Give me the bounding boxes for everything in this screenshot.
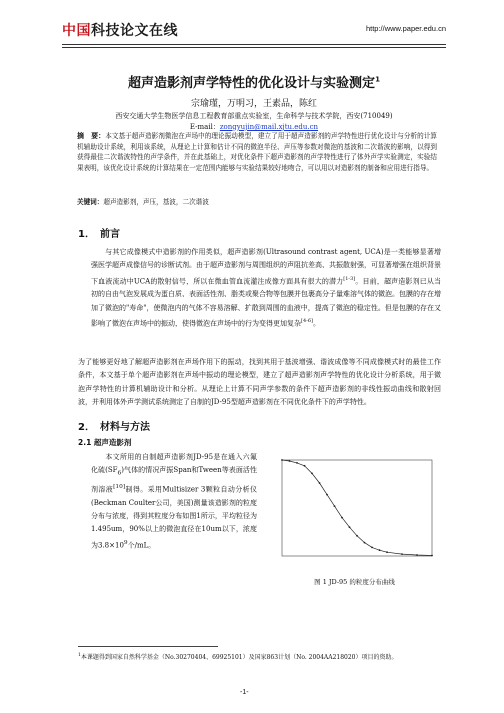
header-rule-thin [62,47,446,48]
data-point [431,555,433,557]
affiliation: 西安交通大学生物医学信息工程教育部重点实验室，生命科学与技术学院，西安(710049) [115,112,393,120]
page-header [62,20,446,46]
data-point [356,535,358,537]
data-point [296,462,298,464]
data-point [401,553,403,555]
data-point [304,465,306,467]
section-heading-methods: 2． 材料与方法 [78,422,150,433]
footnote-rule [78,646,218,647]
data-point [326,494,328,496]
subsection-heading-contrast-agent: 2.1 超声造影剂 [78,438,132,447]
data-point [334,505,336,507]
abstract [77,131,437,174]
data-point [371,547,373,549]
logo-part2: 科技论文在线 [91,23,178,39]
page-number: -1- [240,689,249,696]
data-point [349,526,351,528]
citation: [4-6] [301,317,313,324]
data-point [341,517,343,519]
abstract-label: 摘 要： [77,132,106,140]
footnote: $^1$本课题得到国家自然科学基金（No.30270404、69925101）及国家863计划（No. 2004AA218020）项目的资助。 [78,653,398,661]
data-point [311,473,313,475]
data-point [416,554,418,556]
email-label: E-mail： [189,123,220,131]
logo-part1: 中国 [62,23,91,39]
title-footnote-mark: 1 [375,75,380,84]
data-point [319,482,321,484]
data-point [364,542,366,544]
data-point [379,549,381,551]
intro-paragraph-1: 与其它成像模式中造影剂的作用类似，超声造影剂(Ultrasound contrast agent, UCA)是一类能够显著增强医学超声成像信号的诊断试剂。由于超声造影剂与周围组织的声阻抗差高、共振散射强，可显著增强在组织背景下血液流动中UCA的散射信号，所以在微血管血流灌注成像方面具有很大的潜力[1-3]。目前，超声造影剂已从当初的自由气泡发展成为蛋白质、表面活性剂、脂类或聚合物等包膜并包裹高分子量难溶气体的微泡。包膜的存在增加了微泡的"寿命"，使微泡内的气体不容易溶解、扩散到周围的血液中，提高了微泡的稳定性。但是包膜的存在又影响了微泡在声场中的振动，使得微泡在声场中的行为变得更加复杂[4-6]。 [91,248,442,328]
chart-marks [281,459,433,556]
journal-logo [62,20,178,40]
series-line [282,460,432,556]
citation: [10] [113,483,126,490]
footnote-mark: 1 [78,653,81,658]
keywords-label: 关键词： [77,198,104,206]
plot-frame [282,460,432,556]
keywords-text: 超声造影剂，声压，基波，二次谐波 [103,198,209,206]
data-point [386,551,388,553]
section-heading-intro: 1． 前言 [78,229,120,240]
figure-caption: 图 1 JD-95 的粒度分布曲线 [314,578,395,586]
methods-paragraph-1: 本文所用的自制超声造影剂JD-95是在通入六氟化硫$(SF_6)$气体的情况声振Span和Tween等表面活性剂溶液[10]制得。采用Multisizer 3颗粒自动分析仪(Beckman Coulter公司，美国)测量该造影剂的粒度分布与浓度，得到其粒度分布如图1所示，平均粒径为1.495um，90%以上的微泡直径在10um以下，浓度为$3.8\times 10^9$个/mL。 [91,453,257,549]
particle-size-chart [264,454,445,574]
data-point [281,459,283,461]
header-url[interactable]: http://www.paper.edu.cn [365,24,446,33]
abstract-text: 本文基于超声造影剂微泡在声场中的理论振动模型，建立了用于超声造影剂的声学特性进行优化设计与分析的计算机辅助设计系统，利用该系统，从理论上计算和估计不同的微泡半径、声压等参数对微泡的基波和二次谐波的影响，以得到获得最佳二次谐波特性的声学条件，并在此基础上，对优化条件下超声造影剂的声学特性进行了体外声学实验测定，实验结果表明，该优化设计系统的计算结果在一定范围内能够与实验结果较好地吻合，可以用以对造影剂的制备和应用进行指导。 [77,132,438,173]
citation: [1-3] [343,275,356,282]
email-link[interactable]: zongyujin@mail.xjtu.edu.cn [219,123,319,131]
paper-title: 超声造影剂声学特性的优化设计与实验测定$^1$ [128,75,380,91]
data-point [289,460,291,462]
header-rule [62,44,446,45]
intro-paragraph-2: 为了能够更好地了解超声造影剂在声场作用下的振动，找到其用于基波增强、谐波成像等不同成像模式时的最佳工作条件，本文基于单个超声造影剂在声场中振动的理论模型，建立了超声造影剂声学特性的优化设计分析系统，用于微泡声学特性的计算机辅助设计和分析。从理论上计算不同声学参数的条件下超声造影剂的非线性振动曲线和散射回波，并利用体外声学测试系统测定了自制的JD-95型超声造影剂在不同优化条件下的声学特性。 [78,358,441,406]
authors: 宗瑜瑾，万明习，王素品，陈红 [190,99,317,109]
keywords [77,196,209,206]
